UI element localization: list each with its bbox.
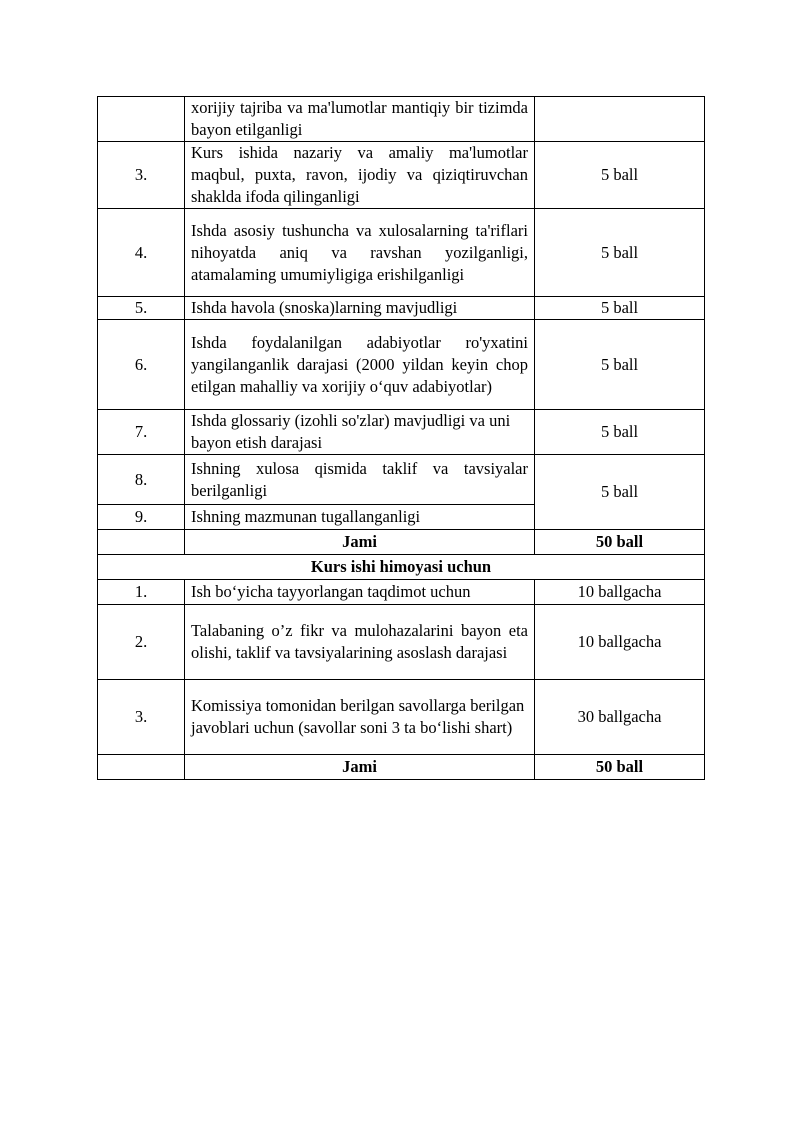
table-row: [98, 297, 705, 320]
row-number: 7.: [98, 410, 185, 455]
total-row: [98, 530, 705, 555]
table-row: [98, 680, 705, 755]
criterion-score: 30 ballgacha: [535, 680, 705, 755]
table-row: [98, 455, 705, 505]
total-row: [98, 755, 705, 780]
row-number: [98, 97, 185, 142]
criterion-score: 5 ball: [535, 209, 705, 297]
criterion-text: Ish bo‘yicha tayyorlangan taqdimot uchun: [185, 580, 535, 605]
table-row: [98, 320, 705, 410]
criterion-text: Ishning mazmunan tugallanganligi: [185, 505, 535, 530]
criterion-score: 10 ballgacha: [535, 605, 705, 680]
table-row: [98, 410, 705, 455]
assessment-table: [97, 96, 705, 780]
criterion-score: 5 ball: [535, 320, 705, 410]
criterion-score: 10 ballgacha: [535, 580, 705, 605]
criterion-text: Ishda foydalanilgan adabiyotlar ro'yxatini yangilanganlik darajasi (2000 yildan keyin chop etilgan mahalliy va xorijiy o‘quv adabiyotlar): [185, 320, 535, 410]
criterion-text: Ishda glossariy (izohli so'zlar) mavjudligi va uni bayon etish darajasi: [185, 410, 535, 455]
criterion-text: Ishda asosiy tushuncha va xulosalarning ta'riflari nihoyatda aniq va ravshan yozilganligi, atamalaming umumiyligiga erishilganligi: [185, 209, 535, 297]
criterion-text: Kurs ishida nazariy va amaliy ma'lumotlar maqbul, puxta, ravon, ijodiy va qiziqtiruvchan shaklda ifoda qilinganligi: [185, 142, 535, 209]
row-number: 2.: [98, 605, 185, 680]
criterion-score: 5 ball: [535, 297, 705, 320]
criterion-text: Talabaning o’z fikr va mulohazalarini bayon eta olishi, taklif va tavsiyalarining asoslash darajasi: [185, 605, 535, 680]
row-number: 6.: [98, 320, 185, 410]
criterion-score: 5 ball: [535, 455, 705, 530]
row-number: 3.: [98, 680, 185, 755]
table-row: [98, 142, 705, 209]
total-label: Jami: [185, 755, 535, 780]
table-row: [98, 209, 705, 297]
criterion-text: Ishda havola (snoska)larning mavjudligi: [185, 297, 535, 320]
criterion-score: 5 ball: [535, 142, 705, 209]
table-row: [98, 97, 705, 142]
criterion-score: [535, 97, 705, 142]
row-number: 3.: [98, 142, 185, 209]
total-score: 50 ball: [535, 755, 705, 780]
row-number: 4.: [98, 209, 185, 297]
criterion-text: Komissiya tomonidan berilgan savollarga berilgan javoblari uchun (savollar soni 3 ta bo‘lishi shart): [185, 680, 535, 755]
section-title: Kurs ishi himoyasi uchun: [98, 555, 705, 580]
criterion-text: xorijiy tajriba va ma'lumotlar mantiqiy bir tizimda bayon etilganligi: [185, 97, 535, 142]
section-header-row: [98, 555, 705, 580]
criterion-score: 5 ball: [535, 410, 705, 455]
row-number: 5.: [98, 297, 185, 320]
row-number: 1.: [98, 580, 185, 605]
row-number: 9.: [98, 505, 185, 530]
empty-cell: [98, 755, 185, 780]
criterion-text: Ishning xulosa qismida taklif va tavsiyalar berilganligi: [185, 455, 535, 505]
row-number: 8.: [98, 455, 185, 505]
table-row: [98, 605, 705, 680]
total-score: 50 ball: [535, 530, 705, 555]
table-row: [98, 580, 705, 605]
empty-cell: [98, 530, 185, 555]
total-label: Jami: [185, 530, 535, 555]
